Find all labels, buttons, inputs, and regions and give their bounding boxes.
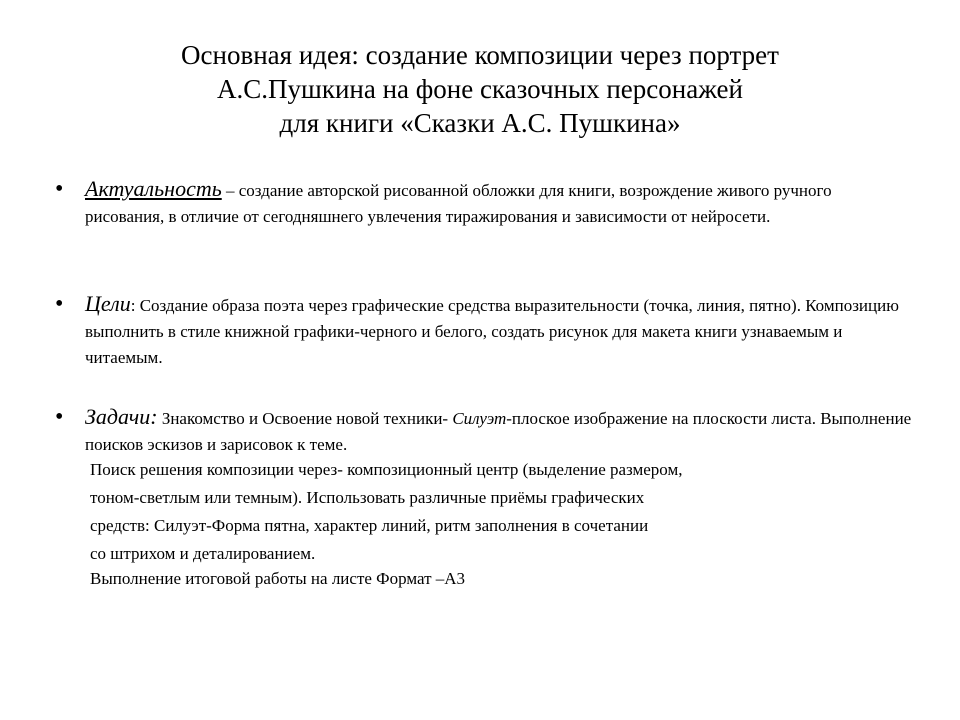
bullet-tasks-keyword: Задачи:	[85, 404, 158, 429]
task-subline-5: Выполнение итоговой работы на листе Формат –А3	[90, 569, 466, 588]
bullet-goals	[55, 291, 915, 371]
slide-title	[60, 38, 900, 140]
task-subline-4: со штрихом и деталированием.	[90, 544, 316, 563]
bullet-goals-separator: :	[130, 296, 140, 315]
bullet-goals-text	[85, 291, 915, 371]
bullet-marker: •	[55, 176, 64, 202]
bullet-tasks-body-before: Знакомство и Освоение новой техники-	[157, 409, 453, 428]
bullet-marker: •	[55, 291, 64, 317]
task-subline-3: средств: Силуэт-Форма пятна, характер линий, ритм заполнения в сочетании	[90, 516, 649, 535]
bullet-tasks-text	[85, 404, 915, 458]
bullet-relevance-body: создание авторской рисованной обложки для книги, возрождение живого ручного рисования, в отличие от сегодняшнего увлечения тиражирования и зависимости от нейросети.	[85, 181, 832, 226]
bullet-goals-body: Создание образа поэта через графические средства выразительности (точка, линия, пятно). Композицию выполнить в стиле книжной графики-черного и белого, создать рисунок для макета книги узнаваемым и читаемым.	[85, 296, 899, 367]
bullet-marker: •	[55, 404, 64, 430]
bullet-relevance	[55, 176, 915, 230]
bullet-tasks	[55, 404, 915, 458]
task-subline-1: Поиск решения композиции через- композиционный центр (выделение размером,	[90, 460, 683, 479]
bullet-relevance-text	[85, 176, 915, 230]
title-line-2: А.С.Пушкина на фоне сказочных персонажей	[217, 74, 743, 104]
task-subline-2: тоном-светлым или темным). Использовать различные приёмы графических	[90, 488, 645, 507]
bullet-relevance-separator: –	[221, 181, 239, 200]
bullet-goals-keyword: Цели	[85, 291, 131, 316]
title-line-1: Основная идея: создание композиции через портрет	[181, 40, 779, 70]
bullet-tasks-italic-term: Силуэт	[452, 409, 507, 428]
bullet-tasks-body-after: -плоское изображение на плоскости листа. Выполнение поисков эскизов и зарисовок к теме.	[85, 409, 912, 454]
title-line-3: для книги «Сказки А.С. Пушкина»	[279, 108, 681, 138]
bullet-relevance-keyword: Актуальность	[85, 176, 222, 201]
